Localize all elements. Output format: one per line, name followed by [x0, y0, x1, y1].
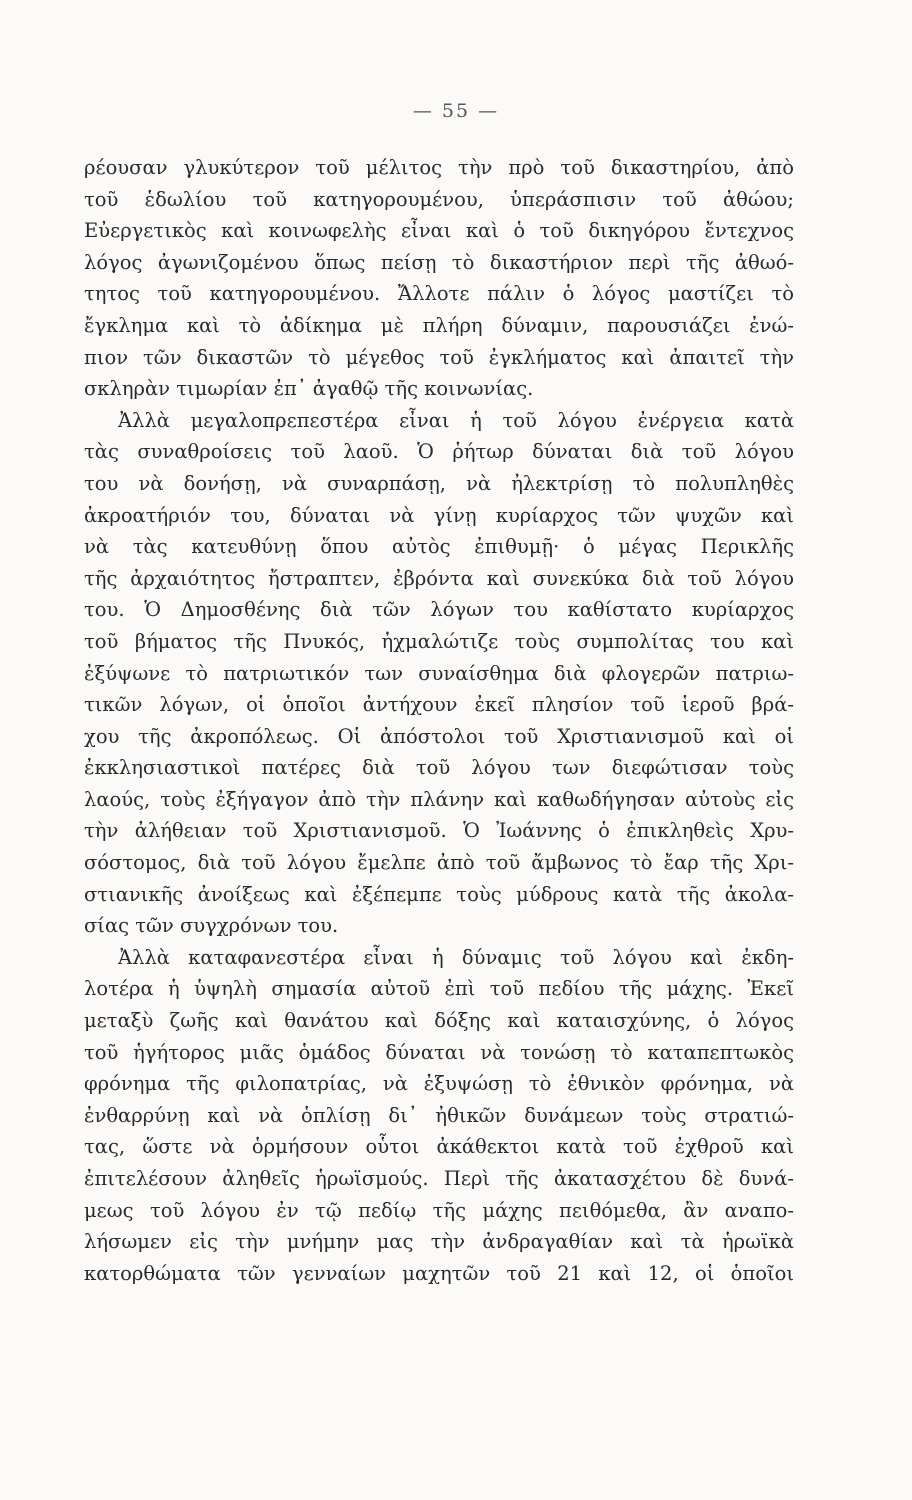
text-line: στιανικῆς ἀνοίξεως καὶ ἐξέπεμπε τοὺς μύδρους κατὰ τῆς ἀκολα-	[84, 882, 794, 906]
text-line: σκληρὰν τιμωρίαν ἐπ᾿ ἀγαθῷ τῆς κοινωνίας.	[84, 377, 534, 401]
text-line: χου τῆς ἀκροπόλεως. Οἱ ἀπόστολοι τοῦ Χριστιανισμοῦ καὶ οἱ	[84, 724, 794, 748]
text-line: σίας τῶν συγχρόνων του.	[84, 914, 339, 938]
text-line: τας, ὥστε νὰ ὁρμήσουν οὗτοι ἀκάθεκτοι κατὰ τοῦ ἐχθροῦ καὶ	[84, 1135, 794, 1159]
text-line: τοῦ βήματος τῆς Πνυκός, ἠχμαλώτιζε τοὺς συμπολίτας του καὶ	[84, 629, 794, 653]
body-text	[84, 152, 794, 1289]
text-line: πιον τῶν δικαστῶν τὸ μέγεθος τοῦ ἐγκλήματος καὶ ἀπαιτεῖ τὴν	[84, 345, 794, 369]
text-line: σόστομος, διὰ τοῦ λόγου ἔμελπε ἀπὸ τοῦ ἄμβωνος τὸ ἔαρ τῆς Χρι-	[84, 851, 794, 875]
text-line: του νὰ δονήσῃ, νὰ συναρπάσῃ, νὰ ἠλεκτρίσῃ τὸ πολυπληθὲς	[84, 471, 794, 495]
text-line: Ἀλλὰ καταφανεστέρα εἶναι ἡ δύναμις τοῦ λόγου καὶ ἐκδη-	[118, 945, 794, 969]
text-line: Εὐεργετικὸς καὶ κοινωφελὴς εἶναι καὶ ὁ τοῦ δικηγόρου ἔντεχνος	[84, 219, 794, 243]
text-line: τοῦ ἑδωλίου τοῦ κατηγορουμένου, ὑπεράσπισιν τοῦ ἀθώου;	[84, 187, 794, 211]
text-line: λόγος ἀγωνιζομένου ὅπως πείσῃ τὸ δικαστήριον περὶ τῆς ἀθωό-	[84, 250, 794, 274]
text-line: του. Ὁ Δημοσθένης διὰ τῶν λόγων του καθίστατο κυρίαρχος	[84, 598, 794, 622]
text-line: τικῶν λόγων, οἱ ὁποῖοι ἀντήχουν ἐκεῖ πλησίον τοῦ ἱεροῦ βρά-	[84, 693, 794, 717]
text-line: ἀκροατήριόν του, δύναται νὰ γίνῃ κυρίαρχος τῶν ψυχῶν καὶ	[84, 503, 794, 527]
text-line: τὰς συναθροίσεις τοῦ λαοῦ. Ὁ ῥήτωρ δύναται διὰ τοῦ λόγου	[84, 440, 794, 464]
text-line: τῆς ἀρχαιότητος ἤστραπτεν, ἐβρόντα καὶ συνεκύκα διὰ τοῦ λόγου	[84, 566, 794, 590]
text-line: ἐκκλησιαστικοὶ πατέρες διὰ τοῦ λόγου των διεφώτισαν τοὺς	[84, 756, 794, 780]
text-line: νὰ τὰς κατευθύνῃ ὅπου αὐτὸς ἐπιθυμῇ· ὁ μέγας Περικλῆς	[84, 535, 794, 559]
text-line: μεταξὺ ζωῆς καὶ θανάτου καὶ δόξης καὶ καταισχύνης, ὁ λόγος	[84, 1009, 794, 1033]
text-line: ἐξύψωνε τὸ πατριωτικόν των συναίσθημα διὰ φλογερῶν πατριω-	[84, 661, 794, 685]
text-line: ἐπιτελέσουν ἀληθεῖς ἡρωϊσμούς. Περὶ τῆς ἀκατασχέτου δὲ δυνά-	[84, 1167, 794, 1190]
text-line: μεως τοῦ λόγου ἐν τῷ πεδίῳ τῆς μάχης πειθόμεθα, ἂν αναπο-	[84, 1198, 794, 1222]
text-line: λαούς, τοὺς ἐξήγαγον ἀπὸ τὴν πλάνην καὶ καθωδήγησαν αὐτοὺς εἰς	[84, 787, 794, 811]
text-line: φρόνημα τῆς φιλοπατρίας, νὰ ἐξυψώσῃ τὸ ἐθνικὸν φρόνημα, νὰ	[84, 1072, 794, 1096]
text-line: λήσωμεν εἰς τὴν μνήμην μας τὴν ἀνδραγαθίαν καὶ τὰ ἡρωϊκὰ	[84, 1230, 794, 1254]
text-line: ἐνθαρρύνῃ καὶ νὰ ὁπλίσῃ δι᾿ ἠθικῶν δυνάμεων τοὺς στρατιώ-	[84, 1103, 794, 1127]
page-number: — 55 —	[412, 100, 500, 122]
text-line: λοτέρα ἡ ὑψηλὴ σημασία αὐτοῦ ἐπὶ τοῦ πεδίου τῆς μάχης. Ἐκεῖ	[84, 977, 794, 1001]
text-line: ρέουσαν γλυκύτερον τοῦ μέλιτος τὴν πρὸ τοῦ δικαστηρίου, ἀπὸ	[84, 156, 794, 179]
text-line: κατορθώματα τῶν γενναίων μαχητῶν τοῦ 21 καὶ 12, οἱ ὁποῖοι	[84, 1261, 794, 1285]
text-line: τοῦ ἡγήτορος μιᾶς ὁμάδος δύναται νὰ τονώσῃ τὸ καταπεπτωκὸς	[84, 1040, 794, 1064]
text-line: τητος τοῦ κατηγορουμένου. Ἄλλοτε πάλιν ὁ λόγος μαστίζει τὸ	[84, 282, 794, 306]
text-line: Ἀλλὰ μεγαλοπρεπεστέρα εἶναι ἡ τοῦ λόγου ἐνέργεια κατὰ	[118, 408, 794, 432]
text-line: ἔγκλημα καὶ τὸ ἀδίκημα μὲ πλήρη δύναμιν, παρουσιάζει ἐνώ-	[84, 313, 794, 337]
text-line: τὴν ἀλήθειαν τοῦ Χριστιανισμοῦ. Ὁ Ἰωάννης ὁ ἐπικληθεὶς Χρυ-	[84, 819, 794, 843]
